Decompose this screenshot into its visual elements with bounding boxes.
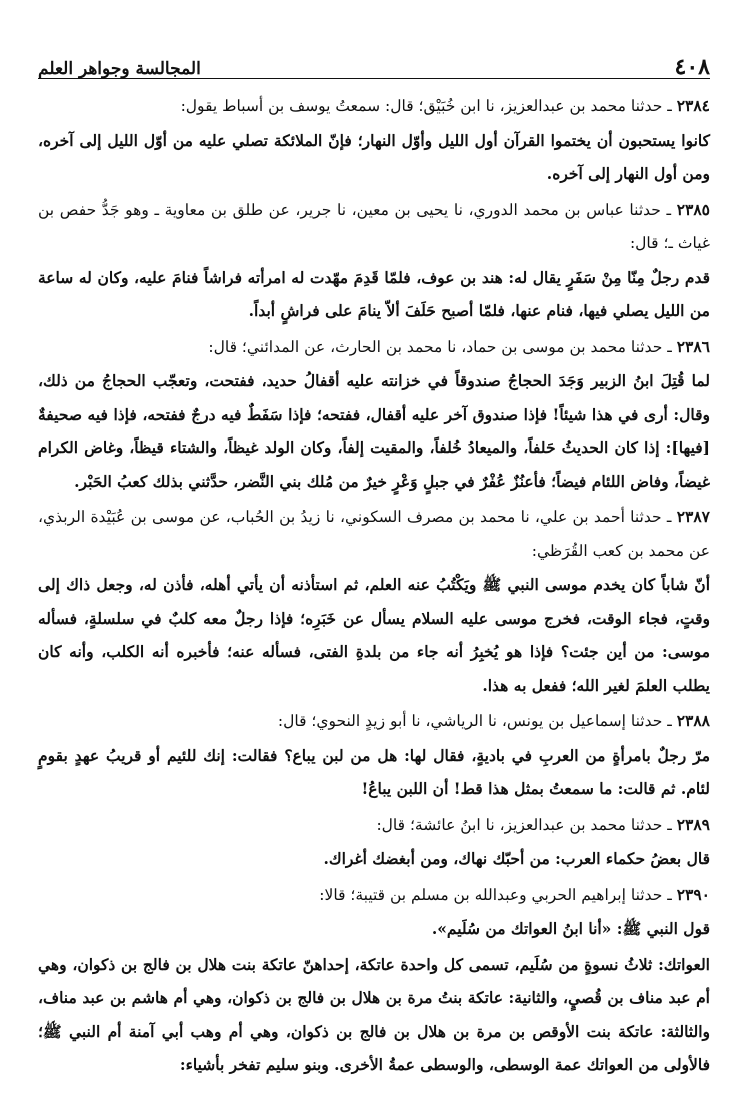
hadith-text-2390: قول النبي ﷺ: «أنا ابنُ العواتك من سُلَيم».: [431, 919, 710, 938]
page-number: ٤٠٨: [674, 54, 710, 80]
page-header: [38, 40, 710, 79]
page-content: [38, 89, 710, 1082]
commentary-awatik: العواتك: ثلاثُ نسوةٍ من سُلَيم، تسمى كل واحدة عاتكة، إحداهنّ عاتكة بنت هلال بن فالج بن ذكوان، وهي أم عبد مناف بن قُصيٍ، والثانية: عاتكة بنتُ مرة بن هلال بن فالج بن ذكوان، وهي أم هاشم بن عبد مناف، والثالثة: عاتكة بنت الأوقص بن مرة بن هلال بن فالج بن ذكوان، وهي أم وهب أبي آمنة أم النبي ﷺ؛ فالأولى من العواتك عمة الوسطى، والوسطى عمةُ الأخرى. وبنو سليم تفخر بأشياء:: [38, 954, 710, 1074]
running-title: المجالسة وجواهر العلم: [38, 59, 201, 79]
isnad-text: ـ حدثنا إبراهيم الحربي وعبدالله بن مسلم بن قتيبة؛ قالا:: [319, 885, 677, 904]
hadith-isnad-2385: [38, 193, 710, 261]
hadith-number: ٢٣٨٤: [676, 96, 710, 115]
hadith-text-2386: لما قُتِلَ ابنُ الزبير وَجَدَ الحجاجُ صندوقاً في خزانته عليه أقفالُ حديد، ففتحت، وتعجّب الحجاجُ من ذلك، وقال: أرى في هذا شيئاً! فإذا صندوق آخر عليه أقفال، ففتحه؛ فإذا سَفَطٌ فيه درجٌ ففتحه، فإذا فيه صحيفةٌ [فيها]: إذا كان الحديثُ حَلفاً، والميعادُ خُلفاً، والمقيت إلفاً، وكان الولد غيظاً، والشتاء قيظاً، وغاض الكرام غيضاً، وفاض اللئام فيضاً؛ فأعنُزٌ عُفْرٌ في جبلٍ وَعْرٍ خيرٌ من مُلك بني النَّضر، حدَّثني بذلك كعبُ الحَبْر.: [38, 371, 710, 491]
hadith-isnad-2386: [38, 330, 710, 365]
hadith-number: ٢٣٨٥: [676, 199, 710, 219]
hadith-isnad-2384: [38, 89, 710, 124]
hadith-text-2385: قدم رجلٌ مِنّا مِنْ سَفَرٍ يقال له: هند بن عوف، فلمّا قَدِمَ مهّدت له امرأته فراشاً فنامَ عليه، وكان له ساعة من الليل يصلي فيها، فنام عنها، فلمّا أصبح حَلَفَ ألاّ ينامَ على فراشٍ أبداً.: [38, 267, 710, 320]
isnad-text: ـ حدثنا محمد بن عبدالعزيز، نا ابن خُبَيْق؛ قال: سمعتُ يوسف بن أسباط يقول:: [180, 97, 677, 115]
isnad-text: ـ حدثنا أحمد بن علي، نا محمد بن مصرف السكوني، نا زيدُ بن الحُباب، عن موسى بن عُبَيْدة الربذي، عن محمد بن كعب القُرَظي:: [38, 508, 710, 560]
hadith-number: ٢٣٨٧: [676, 507, 710, 526]
hadith-number: ٢٣٨٩: [676, 814, 710, 834]
hadith-number: ٢٣٩٠: [676, 884, 710, 904]
hadith-isnad-2389: [38, 808, 710, 843]
hadith-number: ٢٣٨٨: [676, 711, 710, 730]
hadith-text-2384: كانوا يستحبون أن يختموا القرآن أول الليل وأوّل النهار؛ فإنّ الملائكة تصلي عليه من أوّل الليل إلى آخره، ومن أول النهار إلى آخره.: [38, 130, 710, 183]
hadith-isnad-2390: [38, 878, 710, 913]
hadith-text-2387: أنّ شاباً كان يخدم موسى النبي ﷺ ويَكْتُبُ عنه العلم، ثم استأذنه أن يأتي أهله، فأذن له، وجعل ذاك إلى وقتٍ، فجاء الوقت، فخرج موسى عليه السلام يسأل عن خَبَرِه؛ فإذا رجلٌ معه كلبٌ في سلسلةٍ، فسأله موسى: من أين جئت؟ فإذا هو يُخبِرُ أنه جاء من بلدةِ الفتى، فسأله عنه؛ فأخبره أنه الكلب، وأنه كان يطلب العلمَ لغير الله؛ ففعل به هذا.: [38, 575, 710, 695]
isnad-text: ـ حدثنا محمد بن موسى بن حماد، نا محمد بن الحارث، عن المدائني؛ قال:: [208, 337, 677, 356]
isnad-text: ـ حدثنا عباس بن محمد الدوري، نا يحيى بن معين، نا جرير، عن طلق بن معاوية ـ وهو جَدُّ حفص بن غياث ـ؛ قال:: [38, 200, 710, 252]
hadith-text-2389: قال بعضُ حكماء العرب: من أحبّك نهاك، ومن أبغضك أغراك.: [323, 849, 710, 868]
isnad-text: ـ حدثنا محمد بن عبدالعزيز، نا ابنُ عائشة؛ قال:: [376, 815, 677, 834]
hadith-isnad-2388: [38, 704, 710, 739]
isnad-text: ـ حدثنا إسماعيل بن يونس، نا الرياشي، نا أبو زيدٍ النحوي؛ قال:: [277, 712, 677, 730]
hadith-text-2388: مرّ رجلٌ بامرأةٍ من العربِ في باديةٍ، فقال لها: هل من لبن يباع؟ فقالت: إنك للئيم أو قريبُ عهدٍ بقومٍ لئام. ثم قالت: ما سمعتُ بمثل هذا قط! أن اللبن يباعُ!: [38, 745, 710, 798]
hadith-isnad-2387: [38, 500, 710, 568]
hadith-number: ٢٣٨٦: [676, 336, 710, 356]
